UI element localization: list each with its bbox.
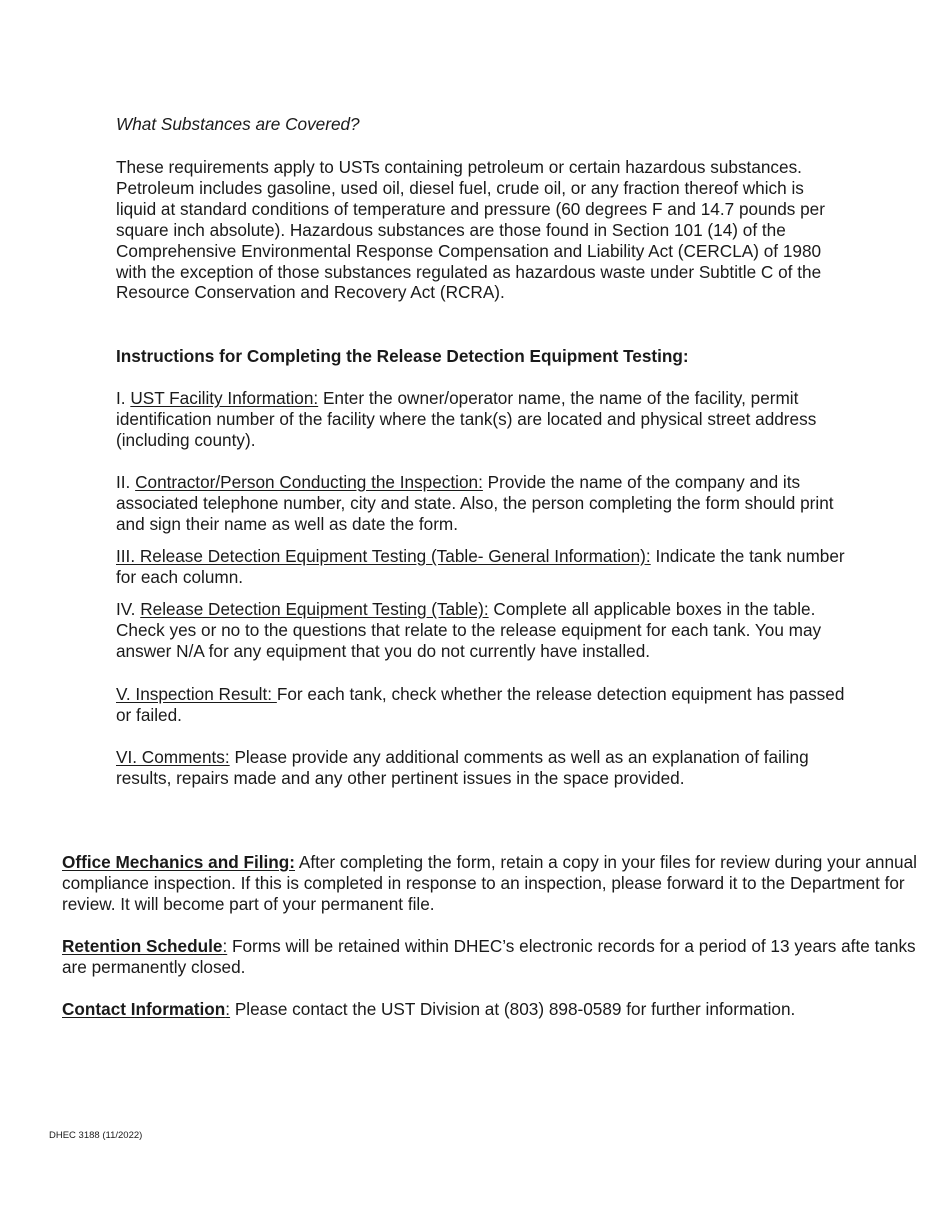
office-mechanics-text: After completing the form, retain a copy in your files for review during your annual compliance inspection. If this is completed in response to an inspection, please forward it to the Department for review. It will become part of your permanent file. — [62, 852, 917, 914]
retention-schedule-label: Retention Schedule — [62, 936, 223, 956]
instruction-section-5 — [116, 684, 846, 726]
instruction-section-2 — [116, 472, 846, 535]
office-mechanics-paragraph — [62, 852, 942, 915]
section-6-label: VI. Comments: — [116, 747, 230, 767]
section-3-text: Indicate the tank number for each column. — [116, 546, 845, 587]
section-1-text: Enter the owner/operator name, the name of the facility, permit identification number of the facility where the tank(s) are located and physical street address (including county). — [116, 388, 817, 450]
section-4-label: Release Detection Equipment Testing (Table): — [140, 599, 489, 619]
contact-information-paragraph — [62, 999, 942, 1020]
section-1-prefix: I. — [116, 388, 131, 408]
office-mechanics-label: Office Mechanics and Filing: — [62, 852, 296, 872]
contact-information-colon: : — [225, 999, 231, 1019]
retention-schedule-colon: : — [222, 936, 228, 956]
coverage-paragraph: These requirements apply to USTs containing petroleum or certain hazardous substances. Petroleum includes gasoline, used oil, diesel fuel, crude oil, or any fraction thereof which is liquid at standard conditions of temperature and pressure (60 degrees F and 14.7 pounds per square inch absolute). Hazardous substances are those found in Section 101 (14) of the Comprehensive Environmental Response Compensation and Liability Act (CERCLA) of 1980 with the exception of those substances regulated as hazardous waste under Subtitle C of the Resource Conservation and Recovery Act (RCRA). — [116, 157, 825, 303]
section-5-label: V. Inspection Result: — [116, 684, 277, 704]
section-2-label: Contractor/Person Conducting the Inspection: — [135, 472, 483, 492]
retention-schedule-paragraph — [62, 936, 942, 978]
section-1-label: UST Facility Information: — [130, 388, 319, 408]
section-3-label: III. Release Detection Equipment Testing (Table- General Information): — [116, 546, 651, 566]
section-2-prefix: II. — [116, 472, 136, 492]
section-4-prefix: IV. — [116, 599, 141, 619]
contact-information-label: Contact Information — [62, 999, 226, 1019]
instruction-section-1 — [116, 388, 846, 451]
instructions-heading: Instructions for Completing the Release Detection Equipment Testing: — [116, 346, 689, 366]
section-5-text: For each tank, check whether the release detection equipment has passed or failed. — [116, 684, 845, 725]
section-4-text: Complete all applicable boxes in the table. Check yes or no to the questions that relate to the release equipment for each tank. You may answer N/A for any equipment that you do not currently have installed. — [116, 599, 822, 661]
retention-schedule-text: Forms will be retained within DHEC’s electronic records for a period of 13 years afte tanks are permanently closed. — [62, 936, 916, 977]
section-2-text: Provide the name of the company and its associated telephone number, city and state. Also, the person completing the form should print and sign their name as well as date the form. — [116, 472, 834, 534]
coverage-heading: What Substances are Covered? — [116, 114, 360, 134]
contact-information-text: Please contact the UST Division at (803) 898-0589 for further information. — [230, 999, 796, 1019]
section-6-text: Please provide any additional comments as well as an explanation of failing results, repairs made and any other pertinent issues in the space provided. — [116, 747, 809, 788]
form-number-footer: DHEC 3188 (11/2022) — [49, 1130, 143, 1141]
instruction-section-6 — [116, 747, 846, 789]
instruction-section-4 — [116, 599, 846, 662]
instruction-section-3 — [116, 546, 846, 588]
